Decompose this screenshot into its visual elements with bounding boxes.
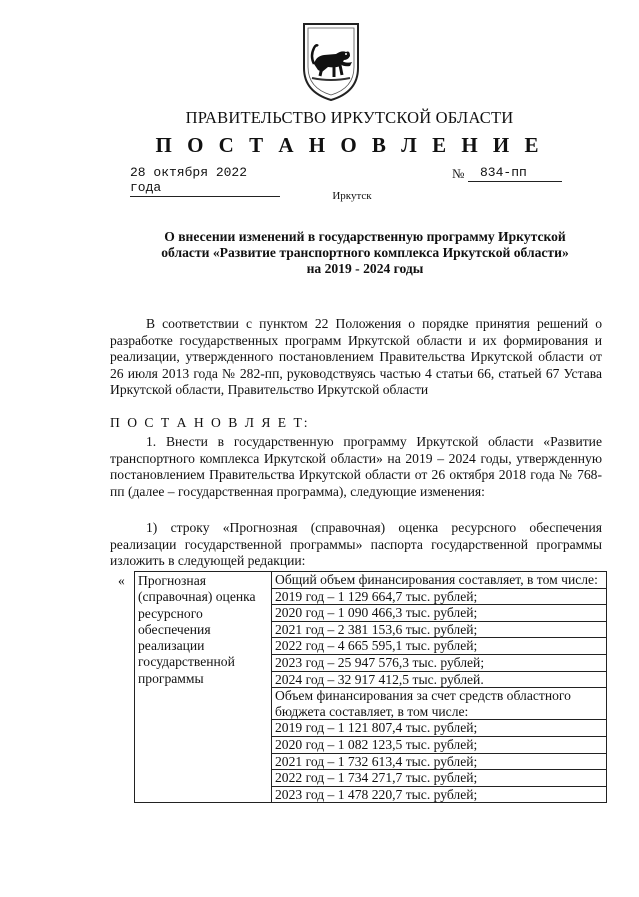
regional-year-2023: 2023 год – 1 478 220,7 тыс. рублей; [275, 786, 478, 802]
total-year-2024: 2024 год – 32 917 412,5 тыс. рублей. [272, 672, 606, 689]
total-intro: Общий объем финансирования составляет, в том числе: [272, 572, 606, 589]
total-year-2022: 2022 год – 4 665 595,1 тыс. рублей; [272, 638, 606, 655]
row-label-cell: Прогнозная (справочная) оценка ресурсного обеспечения реализации государственной программы [135, 572, 272, 803]
coat-of-arms-icon [300, 20, 362, 102]
item-1-paragraph: 1. Внести в государственную программу Иркутской области «Развитие транспортного комплекса Иркутской области» на 2019 – 2024 годы, утвержденную постановлением Правительства Иркутской области от 26 октября 2018 года № 768-пп (далее – государственная программа), следующие изменения: [110, 434, 602, 499]
regional-year-2019: 2019 год – 1 121 807,4 тыс. рублей; [272, 720, 606, 737]
document-type: П О С Т А Н О В Л Е Н И Е [155, 133, 544, 157]
decree-date: 28 октября 2022 года [130, 165, 280, 197]
total-year-2021: 2021 год – 2 381 153,6 тыс. рублей; [272, 622, 606, 639]
number-label: № [452, 166, 465, 181]
document-subject [130, 229, 600, 277]
city: Иркутск [332, 190, 372, 202]
regional-year-2022: 2022 год – 1 734 271,7 тыс. рублей; [272, 770, 606, 787]
resolves-heading: П О С Т А Н О В Л Я Е Т: [110, 415, 310, 430]
regional-intro: Объем финансирования за счет средств областного бюджета составляет, в том числе: [272, 688, 606, 720]
table-row [135, 572, 607, 803]
decree-number: 834-пп [468, 165, 562, 182]
regional-year-2020: 2020 год – 1 082 123,5 тыс. рублей; [272, 737, 606, 754]
total-year-2019: 2019 год – 1 129 664,7 тыс. рублей; [272, 589, 606, 606]
subject-line-3: на 2019 - 2024 годы [306, 261, 424, 276]
subject-line-2: области «Развитие транспортного комплекса Иркутской области» [161, 245, 569, 260]
item-1-1-paragraph: 1) строку «Прогнозная (справочная) оценка ресурсного обеспечения реализации государственной программы» паспорта государственной программы изложить в следующей редакции: [110, 520, 602, 569]
resource-table [134, 571, 607, 803]
government-name: ПРАВИТЕЛЬСТВО ИРКУТСКОЙ ОБЛАСТИ [185, 108, 514, 127]
row-value-cell [272, 572, 607, 803]
subject-line-1: О внесении изменений в государственную программу Иркутской [164, 229, 566, 244]
total-year-2020: 2020 год – 1 090 466,3 тыс. рублей; [272, 605, 606, 622]
regional-year-2021: 2021 год – 1 732 613,4 тыс. рублей; [272, 754, 606, 771]
total-year-2023: 2023 год – 25 947 576,3 тыс. рублей; [272, 655, 606, 672]
opening-quote: « [118, 573, 125, 588]
preamble-paragraph: В соответствии с пунктом 22 Положения о порядке принятия решений о разработке государственных программ Иркутской области и их формирования и реализации, утвержденного постановлением Правительства Иркутской области от 26 июля 2013 года № 282-пп, руководствуясь частью 4 статьи 66, статьей 67 Устава Иркутской области, Правительство Иркутской области [110, 316, 602, 398]
